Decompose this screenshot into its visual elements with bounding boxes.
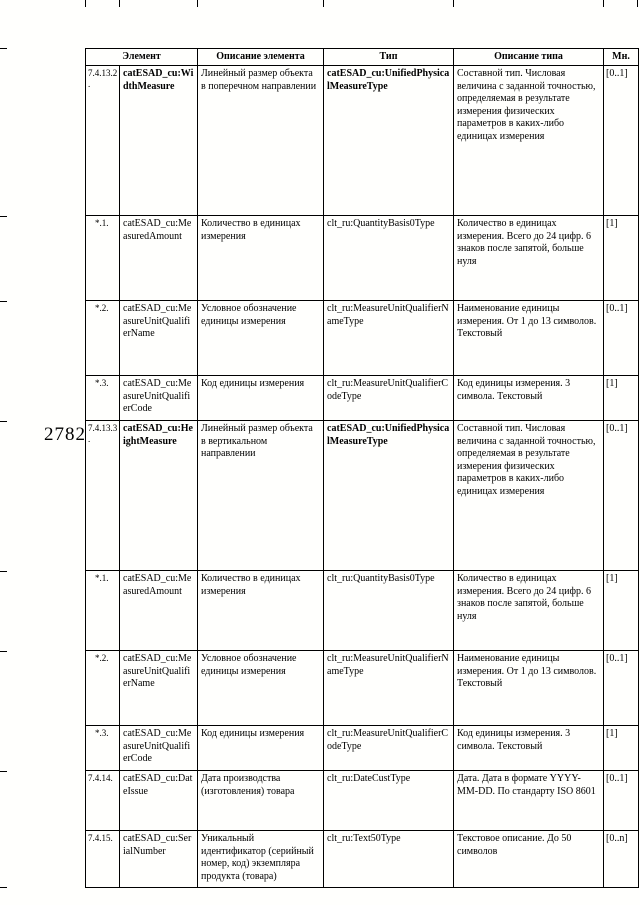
element-description: Уникальный идентификатор (серийный номер, код) экземпляра продукта (товара) xyxy=(198,831,324,888)
element-name: catESAD_cu:MeasureUnitQualifierCode xyxy=(120,726,198,771)
element-number: *.2. xyxy=(86,651,120,726)
multiplicity: [0..1] xyxy=(604,66,639,216)
table-row xyxy=(86,301,639,376)
multiplicity: [0..1] xyxy=(604,421,639,571)
element-type: clt_ru:QuantityBasis0Type xyxy=(324,216,454,301)
tick-mark-top xyxy=(637,0,638,7)
element-schema-table xyxy=(85,48,639,888)
element-type: clt_ru:MeasureUnitQualifierNameType xyxy=(324,301,454,376)
col-header-multiplicity: Мн. xyxy=(604,49,639,66)
table-row xyxy=(86,421,639,571)
element-name: catESAD_cu:MeasuredAmount xyxy=(120,216,198,301)
tick-mark-left xyxy=(0,651,7,652)
element-description: Количество в единицах измерения xyxy=(198,216,324,301)
tick-mark-left xyxy=(0,421,7,422)
element-type: catESAD_cu:UnifiedPhysicalMeasureType xyxy=(324,421,454,571)
multiplicity: [1] xyxy=(604,726,639,771)
table-row xyxy=(86,571,639,651)
multiplicity: [0..n] xyxy=(604,831,639,888)
table-row xyxy=(86,216,639,301)
element-number: *.2. xyxy=(86,301,120,376)
element-number: 7.4.14. xyxy=(86,771,120,831)
col-header-type: Тип xyxy=(324,49,454,66)
type-description: Количество в единицах измерения. Всего до 24 цифр. 6 знаков после запятой, больше нуля xyxy=(454,571,604,651)
tick-mark-top xyxy=(85,0,86,7)
element-number: 7.4.13.2. xyxy=(86,66,120,216)
multiplicity: [1] xyxy=(604,376,639,421)
element-type: clt_ru:DateCustType xyxy=(324,771,454,831)
type-description: Дата. Дата в формате YYYY-MM-DD. По стандарту ISO 8601 xyxy=(454,771,604,831)
element-number: *.3. xyxy=(86,726,120,771)
tick-mark-top xyxy=(197,0,198,7)
element-name: catESAD_cu:MeasureUnitQualifierName xyxy=(120,651,198,726)
multiplicity: [1] xyxy=(604,216,639,301)
tick-mark-top xyxy=(603,0,604,7)
element-description: Линейный размер объекта в поперечном направлении xyxy=(198,66,324,216)
element-name: catESAD_cu:WidthMeasure xyxy=(120,66,198,216)
tick-mark-top xyxy=(119,0,120,7)
table-row xyxy=(86,66,639,216)
element-description: Условное обозначение единицы измерения xyxy=(198,651,324,726)
col-header-element-description: Описание элемента xyxy=(198,49,324,66)
table-row xyxy=(86,831,639,888)
table-row xyxy=(86,651,639,726)
multiplicity: [0..1] xyxy=(604,771,639,831)
table-row xyxy=(86,771,639,831)
col-header-element: Элемент xyxy=(86,49,198,66)
type-description: Текстовое описание. До 50 символов xyxy=(454,831,604,888)
element-description: Дата производства (изготовления) товара xyxy=(198,771,324,831)
type-description: Код единицы измерения. 3 символа. Текстовый xyxy=(454,726,604,771)
element-number: 7.4.13.3. xyxy=(86,421,120,571)
table-header-row xyxy=(86,49,639,66)
table-row xyxy=(86,376,639,421)
multiplicity: [0..1] xyxy=(604,651,639,726)
element-type: clt_ru:MeasureUnitQualifierCodeType xyxy=(324,726,454,771)
element-name: catESAD_cu:DateIssue xyxy=(120,771,198,831)
element-name: catESAD_cu:SerialNumber xyxy=(120,831,198,888)
type-description: Наименование единицы измерения. От 1 до 13 символов. Текстовый xyxy=(454,651,604,726)
element-name: catESAD_cu:HeightMeasure xyxy=(120,421,198,571)
tick-mark-top xyxy=(323,0,324,7)
element-type: clt_ru:Text50Type xyxy=(324,831,454,888)
element-type: catESAD_cu:UnifiedPhysicalMeasureType xyxy=(324,66,454,216)
type-description: Код единицы измерения. 3 символа. Текстовый xyxy=(454,376,604,421)
element-description: Код единицы измерения xyxy=(198,726,324,771)
type-description: Составной тип. Числовая величина с заданной точностью, определяемая в результате измерения физических параметров в каких-либо единицах измерения xyxy=(454,421,604,571)
tick-mark-left xyxy=(0,887,7,888)
element-description: Линейный размер объекта в вертикальном направлении xyxy=(198,421,324,571)
multiplicity: [1] xyxy=(604,571,639,651)
col-header-type-description: Описание типа xyxy=(454,49,604,66)
tick-mark-top xyxy=(453,0,454,7)
element-type: clt_ru:MeasureUnitQualifierNameType xyxy=(324,651,454,726)
element-description: Условное обозначение единицы измерения xyxy=(198,301,324,376)
element-number: 7.4.15. xyxy=(86,831,120,888)
multiplicity: [0..1] xyxy=(604,301,639,376)
tick-mark-left xyxy=(0,301,7,302)
page-number: 2782 xyxy=(44,424,86,445)
element-description: Количество в единицах измерения xyxy=(198,571,324,651)
element-name: catESAD_cu:MeasureUnitQualifierName xyxy=(120,301,198,376)
element-name: catESAD_cu:MeasuredAmount xyxy=(120,571,198,651)
element-number: *.1. xyxy=(86,571,120,651)
type-description: Наименование единицы измерения. От 1 до 13 символов. Текстовый xyxy=(454,301,604,376)
tick-mark-left xyxy=(0,771,7,772)
element-type: clt_ru:MeasureUnitQualifierCodeType xyxy=(324,376,454,421)
type-description: Составной тип. Числовая величина с заданной точностью, определяемая в результате измерения физических параметров в каких-либо единицах измерения xyxy=(454,66,604,216)
type-description: Количество в единицах измерения. Всего до 24 цифр. 6 знаков после запятой, больше нуля xyxy=(454,216,604,301)
element-number: *.1. xyxy=(86,216,120,301)
element-name: catESAD_cu:MeasureUnitQualifierCode xyxy=(120,376,198,421)
tick-mark-left xyxy=(0,571,7,572)
element-type: clt_ru:QuantityBasis0Type xyxy=(324,571,454,651)
element-number: *.3. xyxy=(86,376,120,421)
tick-mark-left xyxy=(0,48,7,49)
table-row xyxy=(86,726,639,771)
tick-mark-left xyxy=(0,216,7,217)
element-description: Код единицы измерения xyxy=(198,376,324,421)
